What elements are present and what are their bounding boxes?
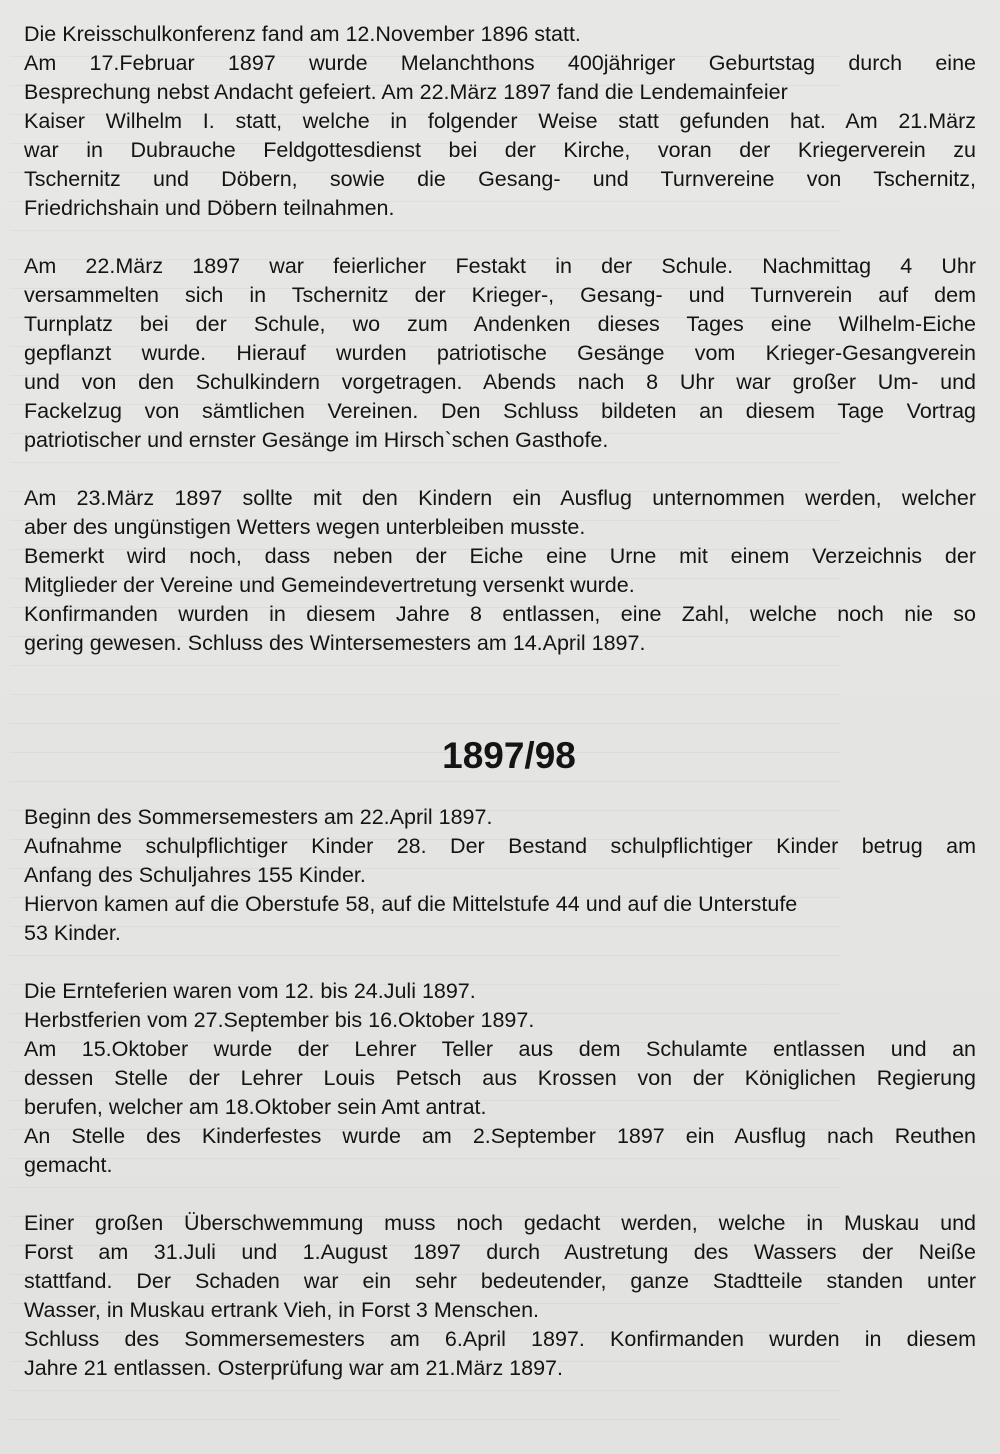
text-line: dessen Stelle der Lehrer Louis Petsch aus Krossen von der Königlichen Regierung bbox=[24, 1066, 976, 1090]
text-line: Turnplatz bei der Schule, wo zum Andenken dieses Tages eine Wilhelm-Eiche bbox=[24, 312, 976, 336]
section-gap bbox=[24, 778, 976, 803]
text-line: aber des ungünstigen Wetters wegen unterbleiben musste. bbox=[24, 515, 586, 539]
text-line: Aufnahme schulpflichtiger Kinder 28. Der Bestand schulpflichtiger Kinder betrug am bbox=[24, 834, 976, 858]
text-line: Beginn des Sommersemesters am 22.April 1897. bbox=[24, 805, 493, 829]
text-line: An Stelle des Kinderfestes wurde am 2.September 1897 ein Ausflug nach Reuthen bbox=[24, 1124, 976, 1148]
document-text bbox=[24, 20, 976, 1383]
text-line: Konfirmanden wurden in diesem Jahre 8 entlassen, eine Zahl, welche noch nie so bbox=[24, 602, 976, 626]
text-line: Jahre 21 entlassen. Osterprüfung war am 21.März 1897. bbox=[24, 1356, 563, 1380]
paragraph bbox=[24, 1209, 976, 1383]
text-line: Am 22.März 1897 war feierlicher Festakt in der Schule. Nachmittag 4 Uhr bbox=[24, 254, 976, 278]
text-line: Anfang des Schuljahres 155 Kinder. bbox=[24, 863, 366, 887]
text-line: Fackelzug von sämtlichen Vereinen. Den Schluss bildeten an diesem Tage Vortrag bbox=[24, 399, 976, 423]
text-line: Herbstferien vom 27.September bis 16.Oktober 1897. bbox=[24, 1008, 535, 1032]
paragraph-gap bbox=[24, 223, 976, 252]
text-line: Kaiser Wilhelm I. statt, welche in folgender Weise statt gefunden hat. Am 21.März bbox=[24, 109, 976, 133]
text-line: war in Dubrauche Feldgottesdienst bei der Kirche, voran der Kriegerverein zu bbox=[24, 138, 976, 162]
text-line: 53 Kinder. bbox=[24, 921, 121, 945]
section-heading: 1897/98 bbox=[442, 735, 576, 776]
text-line: stattfand. Der Schaden war ein sehr bedeutender, ganze Stadtteile standen unter bbox=[24, 1269, 976, 1293]
text-line: Friedrichshain und Döbern teilnahmen. bbox=[24, 196, 395, 220]
text-line: Am 23.März 1897 sollte mit den Kindern ein Ausflug unternommen werden, welcher bbox=[24, 486, 976, 510]
text-line: Einer großen Überschwemmung muss noch gedacht werden, welche in Muskau und bbox=[24, 1211, 976, 1235]
paragraph bbox=[24, 20, 976, 223]
text-line: Schluss des Sommersemesters am 6.April 1897. Konfirmanden wurden in diesem bbox=[24, 1327, 976, 1351]
paragraph bbox=[24, 803, 976, 948]
text-line: und von den Schulkindern vorgetragen. Abends nach 8 Uhr war großer Um- und bbox=[24, 370, 976, 394]
paragraph-gap bbox=[24, 455, 976, 484]
paragraph-gap bbox=[24, 1180, 976, 1209]
text-line: Die Ernteferien waren vom 12. bis 24.Juli 1897. bbox=[24, 979, 476, 1003]
paragraph bbox=[24, 484, 976, 658]
section-gap bbox=[24, 658, 976, 734]
text-line: Forst am 31.Juli und 1.August 1897 durch Austretung des Wassers der Neiße bbox=[24, 1240, 976, 1264]
text-line: Am 15.Oktober wurde der Lehrer Teller aus dem Schulamte entlassen und an bbox=[24, 1037, 976, 1061]
text-line: Hiervon kamen auf die Oberstufe 58, auf die Mittelstufe 44 und auf die Unterstufe bbox=[24, 892, 798, 916]
text-line: gering gewesen. Schluss des Wintersemesters am 14.April 1897. bbox=[24, 631, 646, 655]
text-line: Wasser, in Muskau ertrank Vieh, in Forst 3 Menschen. bbox=[24, 1298, 540, 1322]
text-line: Die Kreisschulkonferenz fand am 12.November 1896 statt. bbox=[24, 22, 581, 46]
text-line: gemacht. bbox=[24, 1153, 113, 1177]
text-line: berufen, welcher am 18.Oktober sein Amt antrat. bbox=[24, 1095, 487, 1119]
text-line: versammelten sich in Tschernitz der Krieger-, Gesang- und Turnverein auf dem bbox=[24, 283, 976, 307]
text-line: gepflanzt wurde. Hierauf wurden patriotische Gesänge vom Krieger-Gesangverein bbox=[24, 341, 976, 365]
paragraph-gap bbox=[24, 948, 976, 977]
paragraph bbox=[24, 252, 976, 455]
text-line: Am 17.Februar 1897 wurde Melanchthons 400jähriger Geburtstag durch eine bbox=[24, 51, 976, 75]
paragraph bbox=[24, 977, 976, 1180]
text-line: patriotischer und ernster Gesänge im Hirsch`schen Gasthofe. bbox=[24, 428, 609, 452]
text-line: Besprechung nebst Andacht gefeiert. Am 22.März 1897 fand die Lendemainfeier bbox=[24, 80, 788, 104]
text-line: Bemerkt wird noch, dass neben der Eiche eine Urne mit einem Verzeichnis der bbox=[24, 544, 976, 568]
text-line: Mitglieder der Vereine und Gemeindevertretung versenkt wurde. bbox=[24, 573, 635, 597]
text-line: Tschernitz und Döbern, sowie die Gesang- und Turnvereine von Tschernitz, bbox=[24, 167, 976, 191]
